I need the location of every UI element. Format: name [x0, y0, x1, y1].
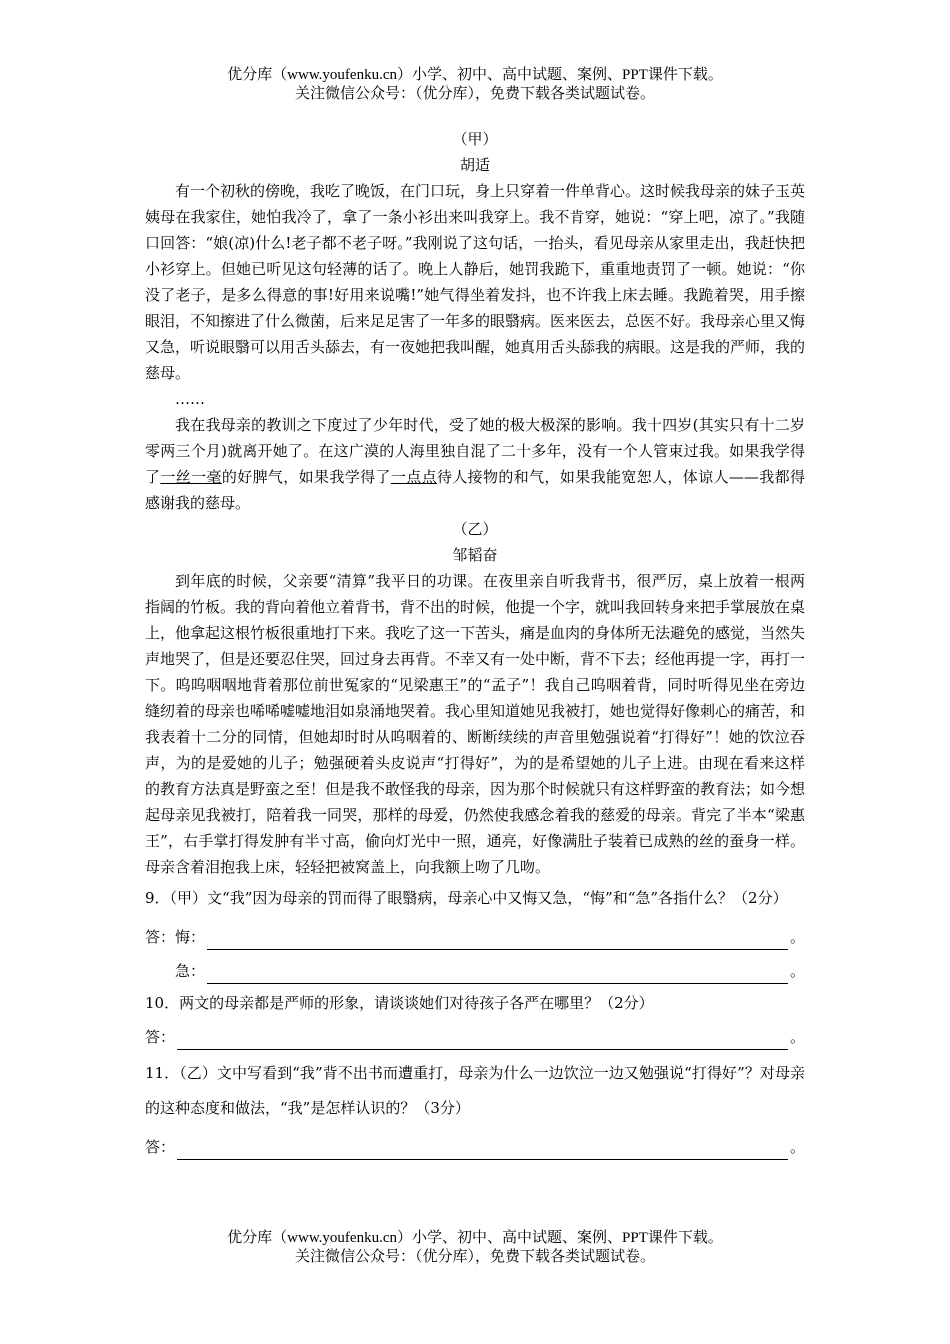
p2-text-3: 待人接物的和气，如果我能宽恕人，体谅人——我都得感谢我的慈母。	[145, 468, 805, 512]
p2-text-2: 的好脾气，如果我学得了	[221, 468, 391, 486]
answer-label: 答：	[145, 1138, 176, 1156]
passage-a-label: （甲）	[452, 130, 498, 148]
question-11: 11．（乙）文中写看到“我”背不出书而遭重打，母亲为什么一边饮泣一边又勉强说“打得好”？对母亲的这种态度和做法，“我”是怎样认识的？（3分）	[145, 1064, 805, 1117]
underlined-phrase-1: 一丝一毫	[160, 468, 222, 486]
line-period: 。	[789, 1028, 805, 1046]
line-period: 。	[789, 928, 805, 946]
passage-a-paragraph-1: 有一个初秋的傍晚，我吃了晚饭，在门口玩，身上只穿着一件单背心。这时候我母亲的妹子玉英姨母在我家住，她怕我冷了，拿了一条小衫出来叫我穿上。我不肯穿，她说：“穿上吧，凉了。”我随口回答：“娘(凉)什么!老子都不老子呀。”我刚说了这句话，一抬头，看见母亲从家里走出，我赶快把小衫穿上。但她已听见这句轻薄的话了。晚上人静后，她罚我跪下，重重地责罚了一顿。她说：“你没了老子，是多么得意的事!好用来说嘴!”她气得坐着发抖，也不许我上床去睡。我跪着哭，用手擦眼泪，不知擦进了什么微菌，后来足足害了一年多的眼翳病。医来医去，总医不好。我母亲心里又悔又急，听说眼翳可以用舌头舔去，有一夜她把我叫醒，她真用舌头舔我的病眼。这是我的严师，我的慈母。	[145, 182, 806, 382]
footer-line-2: 关注微信公众号：（优分库），免费下载各类试题试卷。	[294, 1249, 655, 1265]
passage-b-author: 邹韬奋	[452, 546, 498, 564]
blank-line[interactable]	[177, 1031, 788, 1050]
document-body	[145, 126, 805, 1160]
page-header	[0, 66, 950, 104]
answer-line-9-ji[interactable]	[145, 950, 805, 984]
answer-line-11[interactable]	[145, 1126, 805, 1160]
answer-label-ji: 急：	[175, 962, 206, 980]
passage-b-label: （乙）	[452, 520, 498, 538]
page-footer	[0, 1229, 950, 1267]
answer-label-hui: 答：悔：	[145, 928, 206, 946]
blank-line[interactable]	[177, 1141, 788, 1160]
answer-line-9-hui[interactable]	[145, 916, 805, 950]
p2-text-1: 我在我母亲的教训之下度过了少年时代，受了她的极大极深的影响。我十四岁(其实只有十二岁零两三个月)就离开她了。在这广漠的人海里独自混了二十多年，没有一个人管束过我。如果我学得了	[145, 416, 805, 486]
answer-label: 答：	[145, 1028, 176, 1046]
passage-a-paragraph-2	[145, 412, 805, 516]
header-line-1: 优分库（www.youfenku.cn）小学、初中、高中试题、案例、PPT课件下载。	[227, 67, 723, 83]
line-period: 。	[789, 1138, 805, 1156]
question-10: 10．两文的母亲都是严师的形象，请谈谈她们对待孩子各严在哪里？（2分）	[145, 994, 654, 1012]
question-9: 9．（甲）文“我”因为母亲的罚而得了眼翳病，母亲心中又悔又急，“悔”和“急”各指什么？（2分）	[145, 889, 788, 907]
passage-a-ellipsis: ……	[175, 390, 205, 408]
underlined-phrase-2: 一点点	[390, 468, 437, 486]
footer-line-1: 优分库（www.youfenku.cn）小学、初中、高中试题、案例、PPT课件下载。	[227, 1230, 723, 1246]
blank-line[interactable]	[207, 931, 788, 950]
answer-line-10[interactable]	[145, 1016, 805, 1050]
passage-b-paragraph-1: 到年底的时候，父亲要“清算”我平日的功课。在夜里亲自听我背书，很严厉，桌上放着一根两指阔的竹板。我的背向着他立着背书，背不出的时候，他提一个字，就叫我回转身来把手掌展放在桌上，他拿起这根竹板很重地打下来。我吃了这一下苦头，痛是血肉的身体所无法避免的感觉，当然失声地哭了，但是还要忍住哭，回过身去再背。不幸又有一处中断，背不下去；经他再提一字，再打一下。呜呜咽咽地背着那位前世冤家的“见梁惠王”的“孟子”！我自己呜咽着背，同时听得见坐在旁边缝纫着的母亲也唏唏嘘嘘地泪如泉涌地哭着。我心里知道她见我被打，她也觉得好像刺心的痛苦，和我表着十二分的同情，但她却时时从呜咽着的、断断续续的声音里勉强说着“打得好”！她的饮泣吞声，为的是爱她的儿子；勉强硬着头皮说声“打得好”，为的是希望她的儿子上进。由现在看来这样的教育方法真是野蛮之至！但是我不敢怪我的母亲，因为那个时候就只有这样野蛮的教育法；如今想起母亲见我被打，陪着我一同哭，那样的母爱，仍然使我感念着我的慈爱的母亲。背完了半本“梁惠王”，右手掌打得发肿有半寸高，偷向灯光中一照，通亮，好像满肚子装着已成熟的丝的蚕身一样。母亲含着泪抱我上床，轻轻把被窝盖上，向我额上吻了几吻。	[145, 572, 806, 876]
header-line-2: 关注微信公众号：（优分库），免费下载各类试题试卷。	[294, 86, 655, 102]
line-period: 。	[789, 962, 805, 980]
blank-line[interactable]	[207, 965, 788, 984]
passage-a-author: 胡适	[459, 156, 490, 174]
